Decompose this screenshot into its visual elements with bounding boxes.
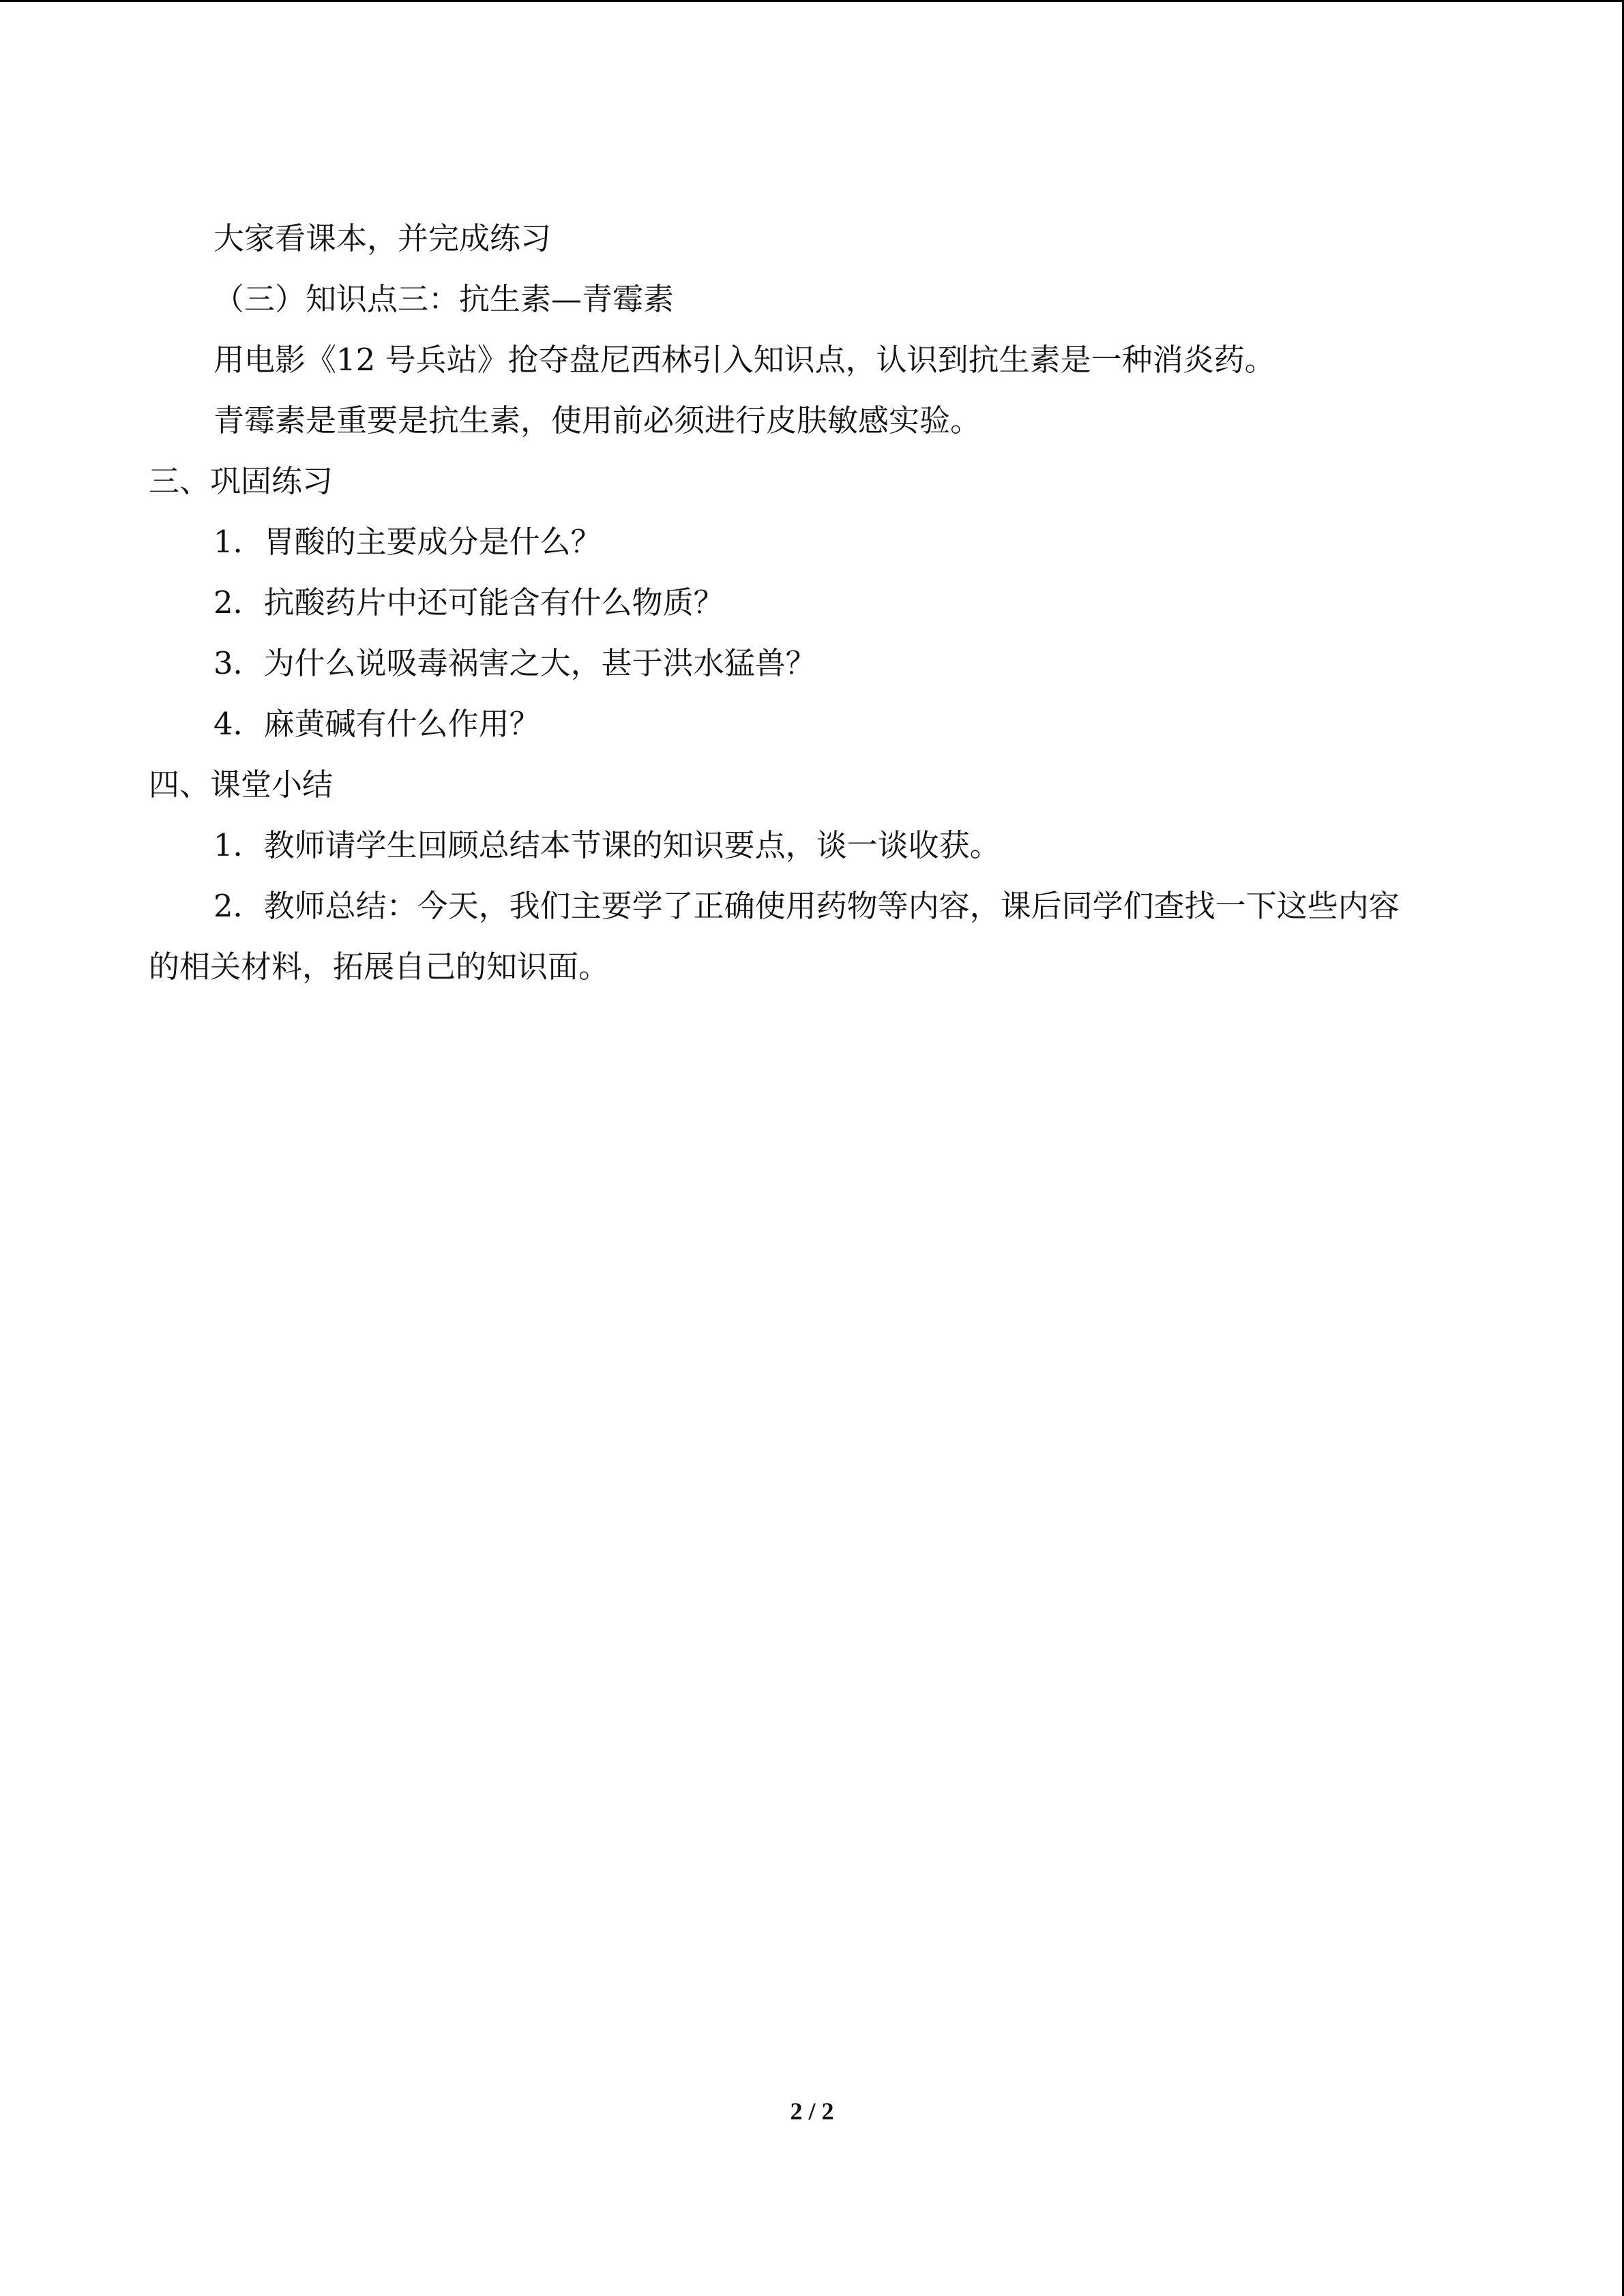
section-heading-summary: 四、课堂小结 [149,766,334,803]
question-4: 4．麻黄碱有什么作用？ [213,706,540,742]
page-top-border [0,0,1624,2]
question-1: 1．胃酸的主要成分是什么？ [213,524,602,560]
paragraph-movie-intro: 用电影《12 号兵站》抢夺盘尼西林引入知识点，认识到抗生素是一种消炎药。 [213,342,1275,378]
heading-knowledge-point-3: （三）知识点三：抗生素—青霉素 [213,281,675,317]
section-heading-practice: 三、巩固练习 [149,463,334,499]
page-number: 2 / 2 [790,2098,834,2125]
summary-item-1: 1．教师请学生回顾总结本节课的知识要点，谈一谈收获。 [213,827,1001,863]
paragraph-read-textbook: 大家看课本，并完成练习 [213,220,552,256]
paragraph-penicillin: 青霉素是重要是抗生素，使用前必须进行皮肤敏感实验。 [213,402,981,438]
question-2: 2．抗酸药片中还可能含有什么物质？ [213,584,724,621]
summary-item-2: 2．教师总结：今天，我们主要学了正确使用药物等内容，课后同学们查找一下这些内容 [213,888,1400,924]
document-body [149,208,1479,997]
question-3: 3．为什么说吸毒祸害之大，甚于洪水猛兽？ [213,645,816,681]
summary-item-2-continued: 的相关材料，拓展自己的知识面。 [149,949,610,985]
